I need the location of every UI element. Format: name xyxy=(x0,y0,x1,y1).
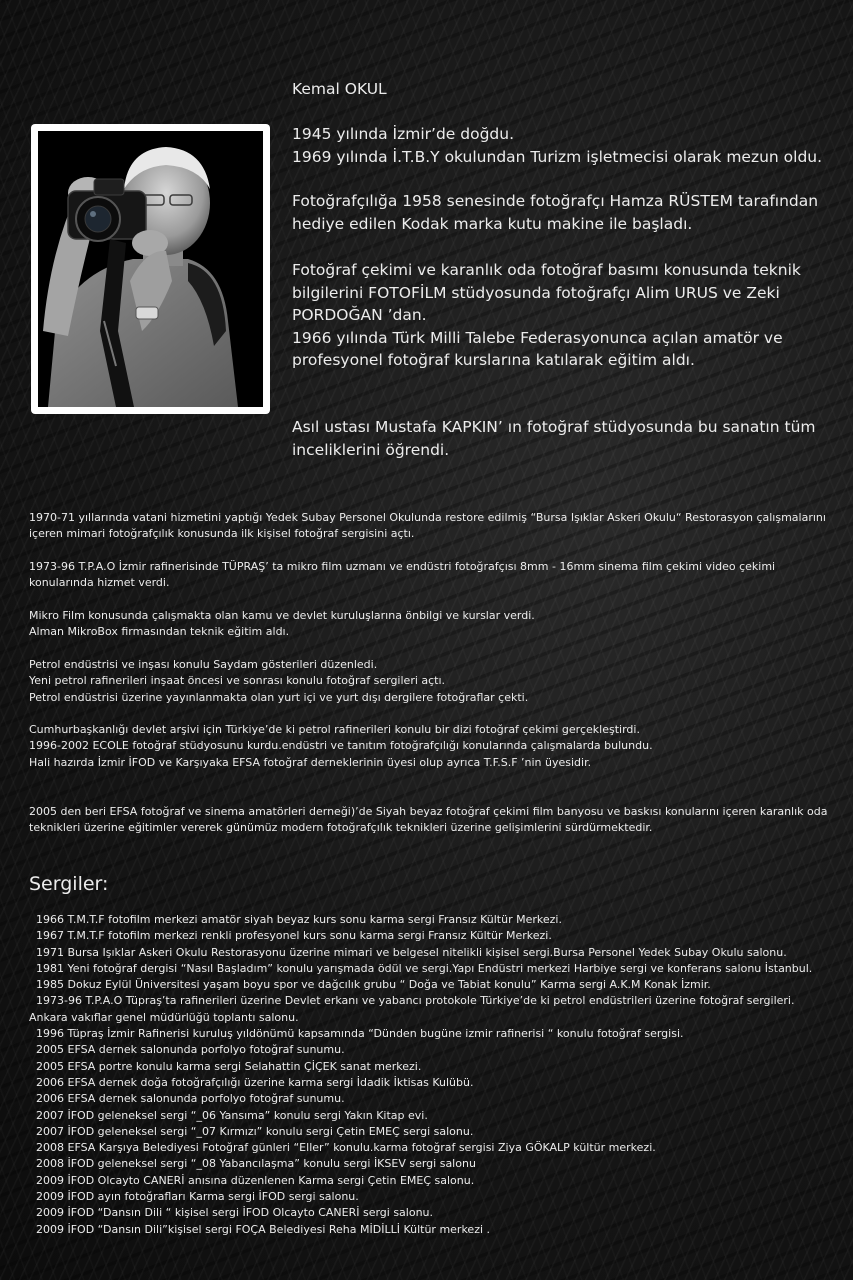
career-paragraph xyxy=(29,657,839,706)
exhibition-item: 2005 EFSA dernek salonunda porfolyo fotoğraf sunumu. xyxy=(36,1043,345,1057)
exhibitions-heading: Sergiler: xyxy=(29,873,109,895)
intro-line: 1945 yılında İzmir’de doğdu. xyxy=(292,125,515,143)
career-paragraph xyxy=(29,722,839,771)
exhibition-item: 2009 İFOD “Dansın Dili”kişisel sergi FOÇA Belediyesi Reha MİDİLLİ Kültür merkezi . xyxy=(36,1222,491,1236)
exhibition-item: 1973-96 T.P.A.O Tüpraş’ta rafinerileri üzerine Devlet erkanı ve yabancı protokole Türkiye’de ki petrol endüstrileri üzerine fotoğraf sergileri. xyxy=(36,994,795,1008)
exhibition-item: 1966 T.M.T.F fotofilm merkezi amatör siyah beyaz kurs sonu karma sergi Fransız Kültür Merkezi. xyxy=(36,913,562,926)
career-line: 1996-2002 ECOLE fotoğraf stüdyosunu kurdu.endüstri ve tanıtım fotoğrafçılığı konularında çalışmalarda bulundu. xyxy=(29,739,653,753)
exhibition-item: 2009 İFOD Olcayto CANERİ anısına düzenlenen Karma sergi Çetin EMEÇ salonu. xyxy=(36,1173,475,1187)
exhibition-item: 1971 Bursa Işıklar Askeri Okulu Restorasyonu üzerine mimari ve belgesel nitelikli kişisel sergi.Bursa Personel Yedek Subay Okulu salonu. xyxy=(36,945,787,959)
exhibition-item: 1985 Dokuz Eylül Üniversitesi yaşam boyu spor ve dağcılık grubu “ Doğa ve Tabiat konulu” Karma sergi A.K.M Konak İzmir. xyxy=(36,978,711,992)
training-line: Fotoğraf çekimi ve karanlık oda fotoğraf basımı konusunda teknik bilgilerini FOTOFİLM stüdyosunda fotoğrafçı Alim URUS ve Zeki PORDOĞAN ’dan. xyxy=(292,261,801,324)
exhibition-item: 2005 EFSA portre konulu karma sergi Selahattin ÇİÇEK sanat merkezi. xyxy=(36,1059,422,1073)
training-paragraph xyxy=(292,259,832,372)
master-text: Asıl ustası Mustafa KAPKIN’ ın fotoğraf stüdyosunda bu sanatın tüm inceliklerini öğrendi. xyxy=(292,418,816,459)
exhibition-item: 2006 EFSA dernek doğa fotoğrafçılığı üzerine karma sergi İdadik İktisas Kulübü. xyxy=(36,1075,474,1089)
exhibition-item: 1996 Tüpraş İzmir Rafinerisi kuruluş yıldönümü kapsamında “Dünden bugüne izmir rafinerisi “ konulu fotoğraf sergisi. xyxy=(36,1027,684,1041)
exhibition-item: 2007 İFOD geleneksel sergi “_07 Kırmızı” konulu sergi Çetin EMEÇ sergi salonu. xyxy=(36,1124,474,1138)
photographer-name: Kemal OKUL xyxy=(292,80,387,98)
career-line: Petrol endüstrisi ve inşası konulu Saydam gösterileri düzenledi. xyxy=(29,658,378,671)
career-line: Yeni petrol rafinerileri inşaat öncesi ve sonrası konulu fotoğraf sergileri açtı. xyxy=(29,674,446,688)
career-paragraph xyxy=(29,608,839,641)
exhibition-item: 2008 EFSA Karşıya Belediyesi Fotoğraf günleri “Eller” konulu.karma fotoğraf sergisi Ziya GÖKALP kültür merkezi. xyxy=(36,1141,656,1155)
career-line: Alman MikroBox firmasından teknik eğitim aldı. xyxy=(29,625,290,639)
career-line: Petrol endüstrisi üzerine yayınlanmakta olan yurt içi ve yurt dışı dergilere fotoğraflar çekti. xyxy=(29,690,529,704)
exhibition-item: Ankara vakıflar genel müdürlüğü toplantı salonu. xyxy=(29,1010,299,1024)
exhibition-item: 2006 EFSA dernek salonunda porfolyo fotoğraf sunumu. xyxy=(36,1092,345,1106)
efsa-paragraph xyxy=(29,804,839,837)
exhibition-item: 2007 İFOD geleneksel sergi “_06 Yansıma” konulu sergi Yakın Kitap evi. xyxy=(36,1108,428,1122)
exhibition-item: 2009 İFOD “Dansın Dili “ kişisel sergi İFOD Olcayto CANERİ sergi salonu. xyxy=(36,1206,434,1220)
portrait-frame xyxy=(31,124,270,414)
exhibition-item: 1981 Yeni fotoğraf dergisi “Nasıl Başladım” konulu yarışmada ödül ve sergi.Yapı Endüstri merkezi Harbiye sergi ve konferans salonu İstanbul. xyxy=(36,961,813,975)
career-paragraph xyxy=(29,559,839,592)
exhibitions-list xyxy=(29,912,844,1238)
career-line: Hali hazırda İzmir İFOD ve Karşıyaka EFSA fotoğraf derneklerinin üyesi olup ayrıca T.F.S.F ’nin üyesidir. xyxy=(29,755,592,769)
exhibition-item: 2009 İFOD ayın fotoğrafları Karma sergi İFOD sergi salonu. xyxy=(36,1190,359,1204)
career-paragraph xyxy=(29,510,839,543)
first-camera-paragraph xyxy=(292,190,832,235)
efsa-text: 2005 den beri EFSA fotoğraf ve sinema amatörleri derneği)’de Siyah beyaz fotoğraf çekimi film banyosu ve baskısı konularını içeren karanlık oda teknikleri üzerine eğitimler vererek günümüz modern fotoğrafçılık teknikleri üzerine gelişimlerini sürdürmektedir. xyxy=(29,805,828,835)
training-line: 1966 yılında Türk Milli Talebe Federasyonunca açılan amatör ve profesyonel fotoğraf kurslarına katılarak eğitim aldı. xyxy=(292,328,783,369)
career-line: Mikro Film konusunda çalışmakta olan kamu ve devlet kuruluşlarına önbilgi ve kurslar verdi. xyxy=(29,609,535,622)
career-line: 1970-71 yıllarında vatani hizmetini yaptığı Yedek Subay Personel Okulunda restore edilmiş “Bursa Işıklar Askeri Okulu“ Restorasyon çalışmalarını içeren mimari fotoğrafçılık konusunda ilk kişisel fotoğraf sergisini açtı. xyxy=(29,511,826,541)
exhibition-item: 2008 İFOD geleneksel sergi “_08 Yabancılaşma” konulu sergi İKSEV sergi salonu xyxy=(36,1157,476,1171)
first-camera-text: Fotoğrafçılığa 1958 senesinde fotoğrafçı Hamza RÜSTEM tarafından hediye edilen Kodak marka kutu makine ile başladı. xyxy=(292,192,819,233)
portrait-photo xyxy=(38,131,263,407)
career-line: Cumhurbaşkanlığı devlet arşivi için Türkiye’de ki petrol rafinerileri konulu bir dizi fotoğraf çekimi gerçekleştirdi. xyxy=(29,723,640,736)
exhibition-item: 1967 T.M.T.F fotofilm merkezi renkli profesyonel kurs sonu karma sergi Fransız Kültür Merkezi. xyxy=(36,929,552,943)
master-paragraph xyxy=(292,416,832,461)
intro-paragraph xyxy=(292,123,832,168)
intro-line: 1969 yılında İ.T.B.Y okulundan Turizm işletmecisi olarak mezun oldu. xyxy=(292,147,823,166)
career-line: 1973-96 T.P.A.O İzmir rafinerisinde TÜPRAŞ’ ta mikro film uzmanı ve endüstri fotoğrafçısı 8mm - 16mm sinema film çekimi video çekimi konularında hizmet verdi. xyxy=(29,560,776,590)
